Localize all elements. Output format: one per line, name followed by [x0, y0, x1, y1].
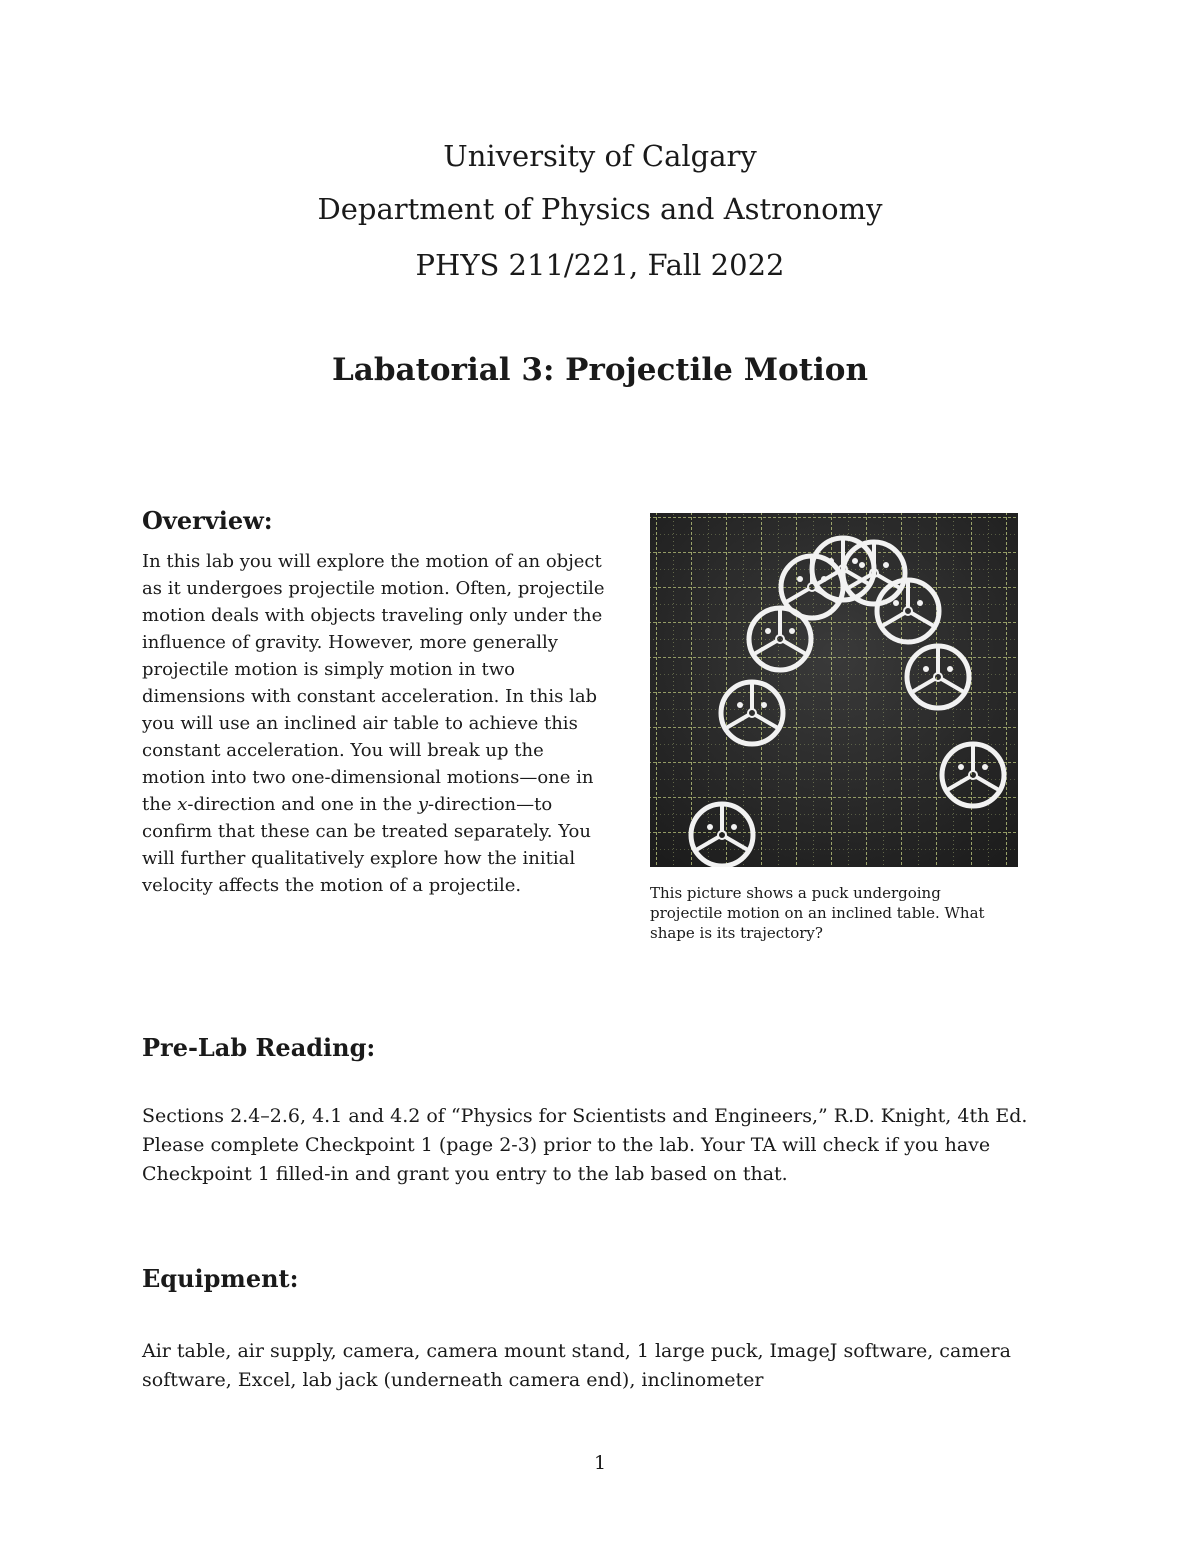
- overview-text-part: -direction and one in the: [187, 794, 418, 815]
- page-number: 1: [593, 1452, 607, 1474]
- variable-y: y: [417, 794, 429, 815]
- department-name: Department of Physics and Astronomy: [317, 192, 883, 226]
- prelab-text: Sections 2.4–2.6, 4.1 and 4.2 of “Physics for Scientists and Engineers,” R.D. Knight, 4th Ed. Please complete Checkpoint 1 (page 2-3) prior to the lab. Your TA will check if you have Checkpoint 1 filled-in and grant you entry to the lab based on that.: [142, 1105, 1028, 1185]
- overview-text: [142, 548, 612, 899]
- variable-x: x: [177, 794, 188, 815]
- overview-text-part: -direction—to confirm that these can be treated separately. You will further qualitatively explore how the initial velocity affects the motion of a projectile.: [142, 794, 591, 896]
- document-title: Labatorial 3: Projectile Motion: [331, 352, 869, 388]
- equipment-heading: Equipment:: [142, 1264, 299, 1293]
- equipment-text: Air table, air supply, camera, camera mount stand, 1 large puck, ImageJ software, camera software, Excel, lab jack (underneath camera end), inclinometer: [142, 1340, 1011, 1391]
- overview-heading: Overview:: [142, 506, 273, 535]
- university-name: University of Calgary: [443, 139, 757, 173]
- figure-caption: This picture shows a puck undergoing projectile motion on an inclined table. What shape is its trajectory?: [650, 884, 985, 942]
- puck-trajectory-photo: [650, 513, 1018, 867]
- overview-text-part: In this lab you will explore the motion of an object as it undergoes projectile motion. Often, projectile motion deals with objects traveling only under the influence of gravity. However, more generally projectile motion is simply motion in two dimensions with constant acceleration. In this lab you will use an inclined air table to achieve this constant acceleration. You will break up the motion into two one-dimensional motions—one in the: [142, 551, 605, 815]
- course-name: PHYS 211/221, Fall 2022: [415, 248, 785, 282]
- prelab-heading: Pre-Lab Reading:: [142, 1033, 376, 1062]
- projectile-figure: [650, 513, 1018, 943]
